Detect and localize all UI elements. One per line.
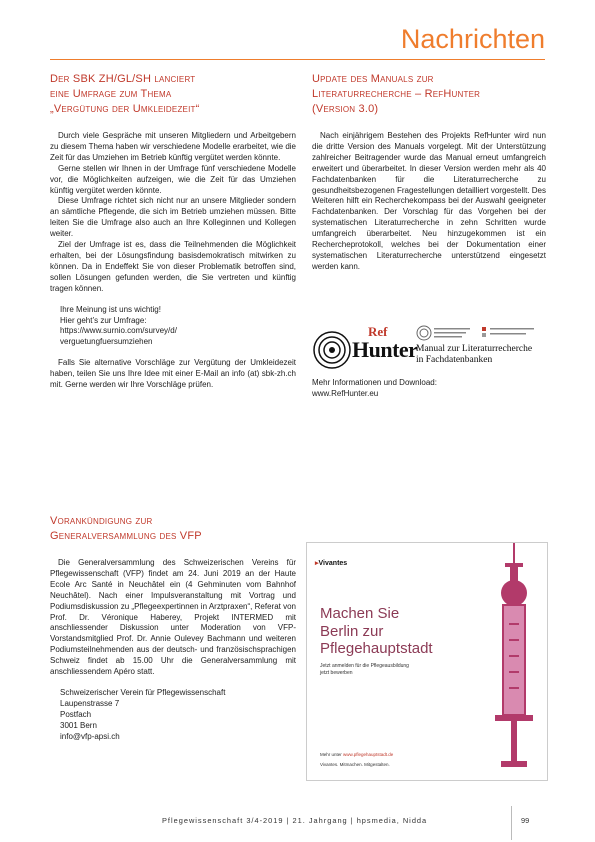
- vfp-address-line: Schweizerischer Verein für Pflegewissenschaft: [60, 687, 226, 697]
- manual-caption: [416, 344, 532, 366]
- logo-hunter: Hunter: [352, 337, 418, 362]
- sbk-line: Hier geht’s zur Umfrage:: [60, 315, 147, 325]
- ad-headline-line: Pflegehauptstadt: [320, 640, 433, 657]
- ad-headline: [320, 605, 433, 658]
- ad-headline-line: Berlin zur: [320, 622, 384, 640]
- refhunter-paragraph: Nach einjährigem Bestehen des Projekts RefHunter wird nun die dritte Version des Manuals vorgelegt. Mit der Unterstützung zahlreicher Beitragender wurde das Manual erneut umfangreich erweitert und überarbeitet. In dieser Version werden mehr als 40 Fachdatenbanken für die Literaturrecherche zu gesundheitsbezogenen Fragestellungen detailliert vorgestellt. Des Weiteren hilft ein Recherchekompass bei der Auswahl geeigneter Fachdatenbanken. Der Vorschlag für das Vorgehen bei der systematischen Literaturrecherche in zehn Schritten wurde umfangreich überarbeitet. Neu hinzugekommen ist ein Rechercheprotokoll, welches bei der Dokumentation einer systematischen Literaturrecherche unterstützend eingesetzt werden kann.: [312, 131, 546, 271]
- header-rule: [50, 59, 545, 60]
- refhunter-heading: [312, 72, 546, 117]
- vfp-address-line: 3001 Bern: [60, 720, 97, 730]
- sbk-heading-line: eine Umfrage zum Thema: [50, 88, 172, 100]
- vfp-article: [50, 514, 296, 743]
- sbk-paragraph: Gerne stellen wir Ihnen in der Umfrage fünf verschiedene Modelle vor, die Möglichkeiten aufzeigen, wie die Zeit für das Umziehen künftig vergütet werden könnte.: [50, 163, 296, 195]
- manual-caption-line: Manual zur Literaturrecherche: [416, 344, 533, 354]
- refhunter-heading-line: Literaturrecherche – RefHunter: [312, 88, 481, 100]
- target-logo-icon: [312, 330, 352, 370]
- ad-more: [320, 752, 393, 757]
- refhunter-heading-line: (Version 3.0): [312, 103, 379, 115]
- vfp-email-link[interactable]: info@vfp-apsi.ch: [60, 731, 120, 741]
- refhunter-body: [312, 131, 546, 273]
- footer-text: Pflegewissenschaft 3/4-2019 | 21. Jahrgang | hpsmedia, Nidda: [162, 816, 428, 825]
- vfp-heading-line: Vorankündigung zur: [50, 515, 153, 527]
- survey-link[interactable]: https://www.surnio.com/survey/d/: [60, 326, 177, 336]
- sbk-heading-line: „Vergütung der Umkleidezeit“: [50, 103, 200, 115]
- vfp-address-line: Laupenstrasse 7: [60, 698, 120, 708]
- tv-tower-syringe-icon: [483, 543, 547, 780]
- ad-more-prefix: Mehr unter: [320, 752, 344, 757]
- ad-headline-line: Machen Sie: [320, 605, 400, 622]
- sbk-article: [50, 72, 296, 391]
- sbk-paragraph: Durch viele Gespräche mit unseren Mitgliedern und Arbeitgebern zu diesem Thema haben wir verschiedene Modelle erarbeitet, wie die Zeit für das Umziehen im Betrieb künftig vergütet werden könnte.: [50, 131, 296, 162]
- refhunter-article: [312, 72, 546, 273]
- footer-divider: [511, 806, 512, 840]
- sbk-closing: Falls Sie alternative Vorschläge zur Vergütung der Umkleidezeit haben, teilen Sie uns Ihre Idee mit einer E-Mail an info (at) sbk-zh.ch mit. Gerne werden wir Ihre Vorschläge prüfen.: [50, 358, 296, 390]
- vfp-heading: [50, 514, 296, 544]
- more-info-label: Mehr Informationen und Download:: [312, 378, 437, 387]
- vfp-body: [50, 558, 296, 743]
- ad-foot: Vivantes. Mitmachen. Mitgestalten.: [320, 762, 390, 767]
- sbk-paragraph: Ziel der Umfrage ist es, dass die Teilnehmenden die Möglichkeit erhalten, bei der Lösungsfindung basisdemokratisch mitwirken zu können. Da in Endeffekt Sie von dieser Problematik betroffen sind, sollen Lösungen gefunden werden, die Sie vertreten und künftig tragen können.: [50, 240, 296, 293]
- partner-logo-icon: [482, 324, 542, 342]
- ad-logo-text: Vivantes: [318, 560, 348, 567]
- vfp-heading-line: Generalversammlung des VFP: [50, 530, 202, 542]
- refhunter-heading-line: Update des Manuals zur: [312, 73, 434, 85]
- logo-ref: Ref: [368, 324, 388, 339]
- page-header-title: Nachrichten: [400, 24, 545, 54]
- advertisement[interactable]: [306, 542, 548, 781]
- page-number: 99: [521, 816, 530, 825]
- partner-logo-icon: [416, 324, 476, 342]
- survey-link[interactable]: verguetungfuersumziehen: [60, 337, 153, 347]
- sbk-paragraph: Diese Umfrage richtet sich nicht nur an unsere Mitglieder sondern an sämtliche Pflegende, die sich im Betrieb umziehen müssen. Bitte leiten Sie die Umfrage also auch an Ihre Kolleginnen und Kollegen weiter.: [50, 196, 296, 239]
- vfp-paragraph: Die Generalversammlung des Schweizerischen Vereins für Pflegewissenschaft (VFP) findet am 24. Juni 2019 an der Haute Ecole Arc Santé in Neuchâtel ein (4 Gehminuten vom Bahnhof Neuchâtel). Nach einer Impulsveranstaltung mit Vortrag und Podiumsdiskussion zu „Pflegeexpertinnen in Arztpraxen“, Referat von Prof. Dr. Véronique Haberey, Projekt INTERMED mit anschliessender Diskussion unter Moderation von VFP-Vorstandsmitglied Prof. Dr. Annie Oulevey Bachmann und weiteren Podiumsteilnehmenden aus der deutsch- und französischsprachigen Schweiz findet ab 15.00 Uhr die Generalversammlung mit anschliessendem Apéro statt.: [50, 558, 296, 677]
- sbk-line: Ihre Meinung ist uns wichtig!: [60, 304, 161, 314]
- refhunter-link[interactable]: www.RefHunter.eu: [312, 388, 379, 398]
- vfp-address-line: Postfach: [60, 709, 92, 719]
- refhunter-more: [312, 378, 546, 400]
- manual-caption-line: in Fachdatenbanken: [416, 355, 493, 365]
- ad-sub-line: Jetzt anmelden für die Pflegeausbildung: [320, 663, 409, 669]
- ad-logo: ▸Vivantes: [315, 560, 348, 567]
- ad-link[interactable]: www.pflegehauptstadt.de: [343, 752, 394, 757]
- sbk-heading-line: Der SBK ZH/GL/SH lanciert: [50, 73, 196, 85]
- ad-subtext: [320, 663, 409, 676]
- refhunter-logos: [312, 322, 546, 374]
- sbk-heading: [50, 72, 296, 117]
- ad-sub-line: jetzt bewerben: [320, 669, 353, 676]
- sbk-body: [50, 131, 296, 391]
